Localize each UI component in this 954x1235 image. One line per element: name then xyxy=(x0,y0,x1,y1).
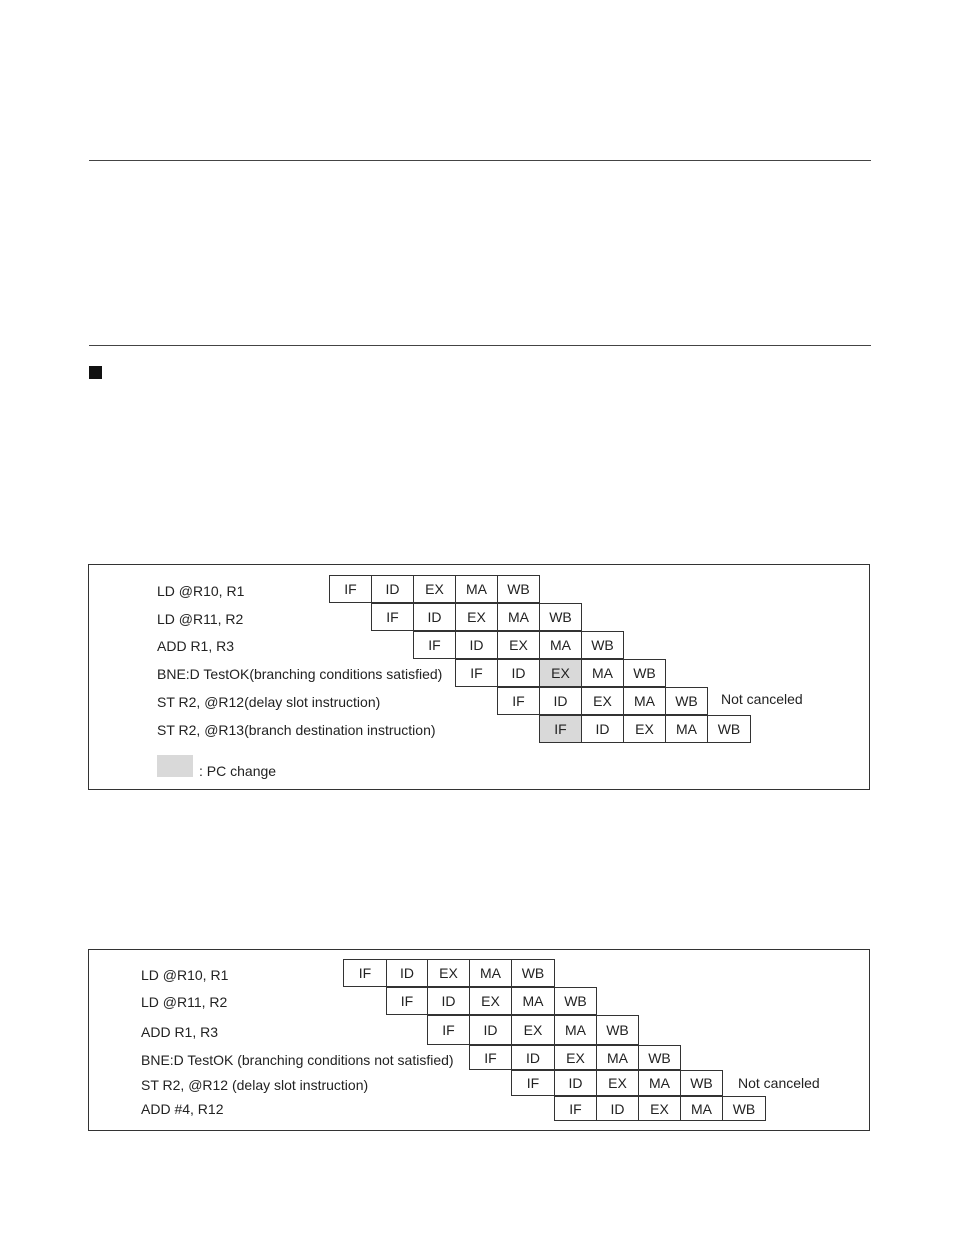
pipeline-stage-id: ID xyxy=(413,603,456,631)
pipeline-stage-if: IF xyxy=(554,1096,597,1121)
not-canceled-note: Not canceled xyxy=(738,1075,820,1091)
pipeline-stage-id: ID xyxy=(511,1045,555,1070)
pipeline-stage-wb: WB xyxy=(581,631,624,659)
pipeline-stage-ma: MA xyxy=(680,1096,723,1121)
pipeline-stage-wb: WB xyxy=(638,1045,681,1070)
pipeline-stage-ma: MA xyxy=(554,1015,597,1045)
pipeline-stage-wb: WB xyxy=(623,659,666,687)
not-canceled-note: Not canceled xyxy=(721,691,803,707)
instruction-label: BNE:D TestOK(branching conditions satisfied) xyxy=(157,666,443,682)
instruction-label: LD @R11, R2 xyxy=(141,994,228,1010)
pipeline-stage-wb: WB xyxy=(554,987,597,1015)
instruction-label: ADD R1, R3 xyxy=(141,1024,219,1040)
pipeline-stage-ex: EX xyxy=(596,1070,639,1096)
pipeline-stage-if: IF xyxy=(469,1045,512,1070)
pipeline-stage-id: ID xyxy=(371,575,414,603)
pipeline-stage-if: IF xyxy=(329,575,372,603)
pipeline-stage-wb: WB xyxy=(722,1096,766,1121)
pipeline-stage-if: IF xyxy=(413,631,456,659)
instruction-label: ST R2, @R12 (delay slot instruction) xyxy=(141,1077,369,1093)
pipeline-stage-ex: EX xyxy=(497,631,540,659)
pipeline-stage-if: IF xyxy=(539,715,582,743)
pipeline-stage-ex: EX xyxy=(469,987,512,1015)
pipeline-stage-wb: WB xyxy=(539,603,582,631)
pipeline-stage-ex: EX xyxy=(427,959,470,987)
pipeline-stage-wb: WB xyxy=(596,1015,639,1045)
pipeline-stage-ma: MA xyxy=(497,603,540,631)
pipeline-stage-ma: MA xyxy=(469,959,512,987)
instruction-label: ST R2, @R12(delay slot instruction) xyxy=(157,694,381,710)
pipeline-stage-ma: MA xyxy=(511,987,555,1015)
pipeline-stage-if: IF xyxy=(497,687,540,715)
pipeline-stage-ex: EX xyxy=(638,1096,681,1121)
pipeline-stage-id: ID xyxy=(469,1015,512,1045)
pipeline-stage-ex: EX xyxy=(623,715,666,743)
pipeline-diagram-branch-taken xyxy=(88,564,870,790)
pipeline-stage-wb: WB xyxy=(665,687,708,715)
pipeline-stage-id: ID xyxy=(386,959,428,987)
pipeline-stage-id: ID xyxy=(581,715,624,743)
pipeline-stage-ex: EX xyxy=(539,659,582,687)
pipeline-stage-id: ID xyxy=(554,1070,597,1096)
pipeline-stage-wb: WB xyxy=(511,959,555,987)
pipeline-stage-if: IF xyxy=(343,959,387,987)
section-rule xyxy=(89,345,871,346)
pipeline-stage-if: IF xyxy=(386,987,428,1015)
instruction-label: ST R2, @R13(branch destination instruction) xyxy=(157,722,436,738)
pipeline-stage-wb: WB xyxy=(707,715,751,743)
pipeline-stage-ma: MA xyxy=(665,715,708,743)
pipeline-stage-ex: EX xyxy=(511,1015,555,1045)
pipeline-stage-id: ID xyxy=(596,1096,639,1121)
pipeline-stage-wb: WB xyxy=(680,1070,723,1096)
pipeline-stage-if: IF xyxy=(511,1070,555,1096)
instruction-label: ADD #4, R12 xyxy=(141,1101,224,1117)
pipeline-stage-ma: MA xyxy=(623,687,666,715)
instruction-label: ADD R1, R3 xyxy=(157,638,235,654)
pipeline-stage-ma: MA xyxy=(539,631,582,659)
instruction-label: LD @R10, R1 xyxy=(141,967,229,983)
pipeline-stage-wb: WB xyxy=(497,575,540,603)
pipeline-stage-ex: EX xyxy=(413,575,456,603)
pc-change-legend-label: : PC change xyxy=(199,763,277,779)
pipeline-stage-ma: MA xyxy=(455,575,498,603)
pipeline-diagram-branch-not-taken xyxy=(88,949,870,1131)
pipeline-stage-id: ID xyxy=(427,987,470,1015)
instruction-label: LD @R11, R2 xyxy=(157,611,244,627)
pipeline-stage-id: ID xyxy=(455,631,498,659)
pipeline-stage-if: IF xyxy=(427,1015,470,1045)
pipeline-stage-id: ID xyxy=(497,659,540,687)
pipeline-stage-id: ID xyxy=(539,687,582,715)
section-bullet-icon xyxy=(89,366,102,379)
pipeline-stage-ex: EX xyxy=(581,687,624,715)
pipeline-stage-ma: MA xyxy=(638,1070,681,1096)
pipeline-stage-if: IF xyxy=(455,659,498,687)
pc-change-legend-swatch xyxy=(157,755,193,777)
instruction-label: LD @R10, R1 xyxy=(157,583,245,599)
pipeline-stage-ex: EX xyxy=(455,603,498,631)
pipeline-stage-ma: MA xyxy=(596,1045,639,1070)
pipeline-stage-ma: MA xyxy=(581,659,624,687)
instruction-label: BNE:D TestOK (branching conditions not satisfied) xyxy=(141,1052,454,1068)
top-rule xyxy=(89,160,871,161)
pipeline-stage-if: IF xyxy=(371,603,414,631)
pipeline-stage-ex: EX xyxy=(554,1045,597,1070)
